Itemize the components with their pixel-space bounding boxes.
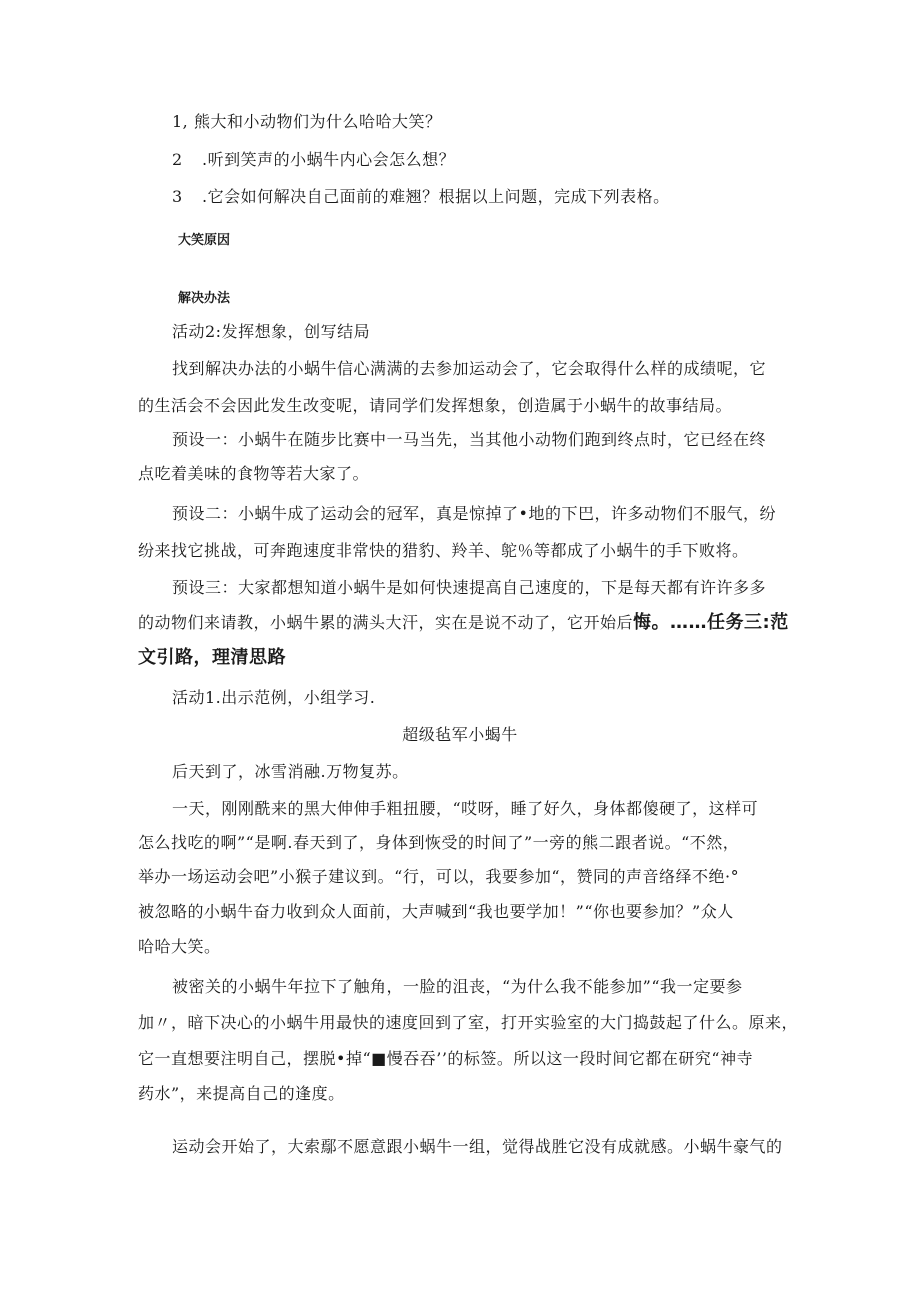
question-text: .它会如何解决自己面前的难翘？根据以上问题，完成下列表格。: [202, 187, 670, 206]
preset3-line-2-text: 的动物们来请教，小蜗牛累的满头大汗，实在是说不动了，它开始后: [138, 613, 634, 632]
story-p2-line-1: 一天，刚刚酰来的黑大伸伸手粗扭腰，“哎呀，睡了好久，身体都傻硬了，这样可: [172, 799, 759, 818]
table-label-solution: 解决办法: [178, 291, 231, 306]
preset2-line-2: 纷来找它挑战，可奔跑速度非常快的猎豹、羚羊、鸵％等都成了小蜗牛的手下败将。: [138, 541, 749, 560]
table-label-reason: 大笑原因: [178, 233, 231, 248]
story-p3-line-1: 被密关的小蜗牛年拉下了触角，一脸的沮丧，“为什么我不能参加”“我一定要参: [172, 977, 743, 996]
intro-line-1: 找到解决办法的小蜗牛信心满满的去参加运动会了，它会取得什么样的成绩呢，它: [172, 359, 767, 378]
story-p3-line-4: 药水”，来提高自己的逢度。: [138, 1084, 345, 1103]
story-paragraph-1: 后天到了，冰雪消融.万物复苏。: [172, 762, 409, 781]
preset3-line-2: [138, 613, 789, 633]
story-p2-line-3: 举办一场运动会吧”小猴子建议到。“行，可以，我要参加“，赞同的声音络绎不绝·°: [138, 867, 740, 886]
question-number: 3: [172, 187, 183, 206]
intro-line-2: 的生活会不会因此发生改变呢，请同学们发挥想象，创造属于小蜗牛的故事结局。: [138, 396, 733, 415]
story-title: 超级毡军小蝎牛: [402, 725, 518, 744]
preset2-line-1: 预设二：小蜗牛成了运动会的冠军，真是惊掉了•地的下巴，许多动物们不服气，纷: [172, 504, 776, 523]
story-p2-line-2: 怎么找吃的啊”“是啊.春天到了，身体到恢受的时间了”一旁的熊二跟者说。“不然，: [138, 833, 740, 852]
story-paragraph-4: 运动会开始了，大索鄢不愿意跟小蜗牛一组，觉得战胜它没有成就感。小蜗牛豪气的: [172, 1137, 783, 1156]
story-p3-line-3: 它一直想要注明自己，摆脱•掉“■慢吞吞’’的标签。所以这一段时间它都在研究“神寺: [138, 1049, 754, 1068]
preset1-line-1: 预设一：小蜗牛在随步比赛中一马当先，当其他小动物们跑到终点时，它已经在终: [172, 430, 767, 449]
story-p2-line-4: 被忽略的小蜗牛奋力收到众人面前，大声喊到“我也要学加！”“你也要参加？”众人: [138, 902, 734, 921]
task3-heading-end: 文引路，理清思路: [138, 647, 286, 668]
question-text: .听到笑声的小蜗牛内心会怎么想？: [202, 150, 456, 169]
question-2: [172, 150, 455, 170]
preset3-line-1: 预设三：大家都想知道小蜗牛是如何快速提高自己速度的，下是每天都有许许多多: [172, 578, 767, 597]
question-text: 熊大和小动物们为什么哈哈大笑？: [194, 112, 442, 131]
preset1-line-2: 点吃着美味的食物等若大家了。: [138, 464, 370, 483]
question-number: 1,: [172, 112, 189, 131]
story-p3-line-2: 加〃，暗下决心的小蜗牛用最快的速度回到了室，打开实验室的大门捣鼓起了什么。原来，: [138, 1013, 799, 1032]
activity2-title: 活动2:发挥想象，创写结局: [172, 322, 371, 341]
story-p2-line-5: 哈哈大笑。: [138, 937, 221, 956]
question-3: [172, 187, 670, 207]
activity1-title: 活动1.出示范例，小组学习.: [172, 688, 376, 707]
question-number: 2: [172, 150, 183, 169]
question-1: [172, 112, 442, 132]
task3-heading-start: 悔。……任务三:范: [633, 612, 789, 633]
